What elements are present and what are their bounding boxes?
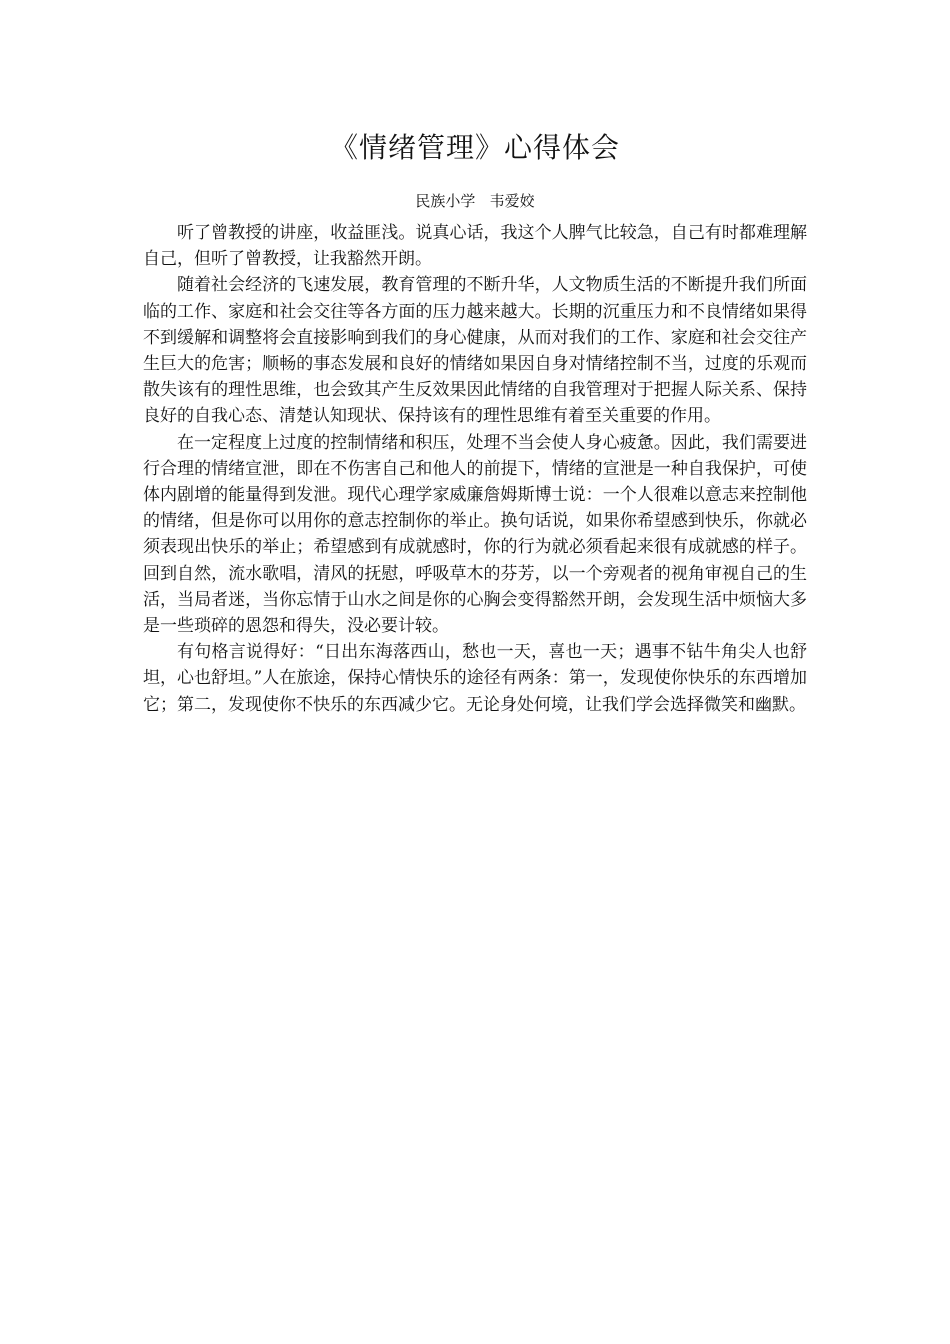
paragraph-3: 在一定程度上过度的控制情绪和积压，处理不当会使人身心疲惫。因此，我们需要进行合理的情绪宣泄，即在不伤害自己和他人的前提下，情绪的宣泄是一种自我保护，可使体内剧增的能量得到发泄。现代心理学家威廉詹姆斯博士说：一个人很难以意志来控制他的情绪，但是你可以用你的意志控制你的举止。换句话说，如果你希望感到快乐，你就必须表现出快乐的举止；希望感到有成就感时，你的行为就必须看起来很有成就感的样子。回到自然，流水歌唱，清风的抚慰，呼吸草木的芬芳，以一个旁观者的视角审视自己的生活，当局者迷，当你忘情于山水之间是你的心胸会变得豁然开朗，会发现生活中烦恼大多是一些琐碎的恩怨和得失，没必要计较。 [143,432,807,637]
document-title: 《情绪管理》心得体会 [329,131,620,164]
author-line: 民族小学 韦爱姣 [415,192,535,210]
paragraph-4: 有句格言说得好：“日出东海落西山，愁也一天，喜也一天；遇事不钻牛角尖人也舒坦，心也舒坦。”人在旅途，保持心情快乐的途径有两条：第一，发现使你快乐的东西增加它；第二，发现使你不快乐的东西减少它。无论身处何境，让我们学会选择微笑和幽默。 [143,642,807,715]
paragraph-1: 听了曾教授的讲座，收益匪浅。说真心话，我这个人脾气比较急，自己有时都难理解自己，但听了曾教授，让我豁然开朗。 [143,223,807,270]
paragraph-2: 随着社会经济的飞速发展，教育管理的不断升华，人文物质生活的不断提升我们所面临的工作、家庭和社会交往等各方面的压力越来越大。长期的沉重压力和不良情绪如果得不到缓解和调整将会直接影响到我们的身心健康，从而对我们的工作、家庭和社会交往产生巨大的危害；顺畅的事态发展和良好的情绪如果因自身对情绪控制不当，过度的乐观而散失该有的理性思维，也会致其产生反效果因此情绪的自我管理对于把握人际关系、保持良好的自我心态、清楚认知现状、保持该有的理性思维有着至关重要的作用。 [143,275,807,427]
document-body [143,220,807,718]
